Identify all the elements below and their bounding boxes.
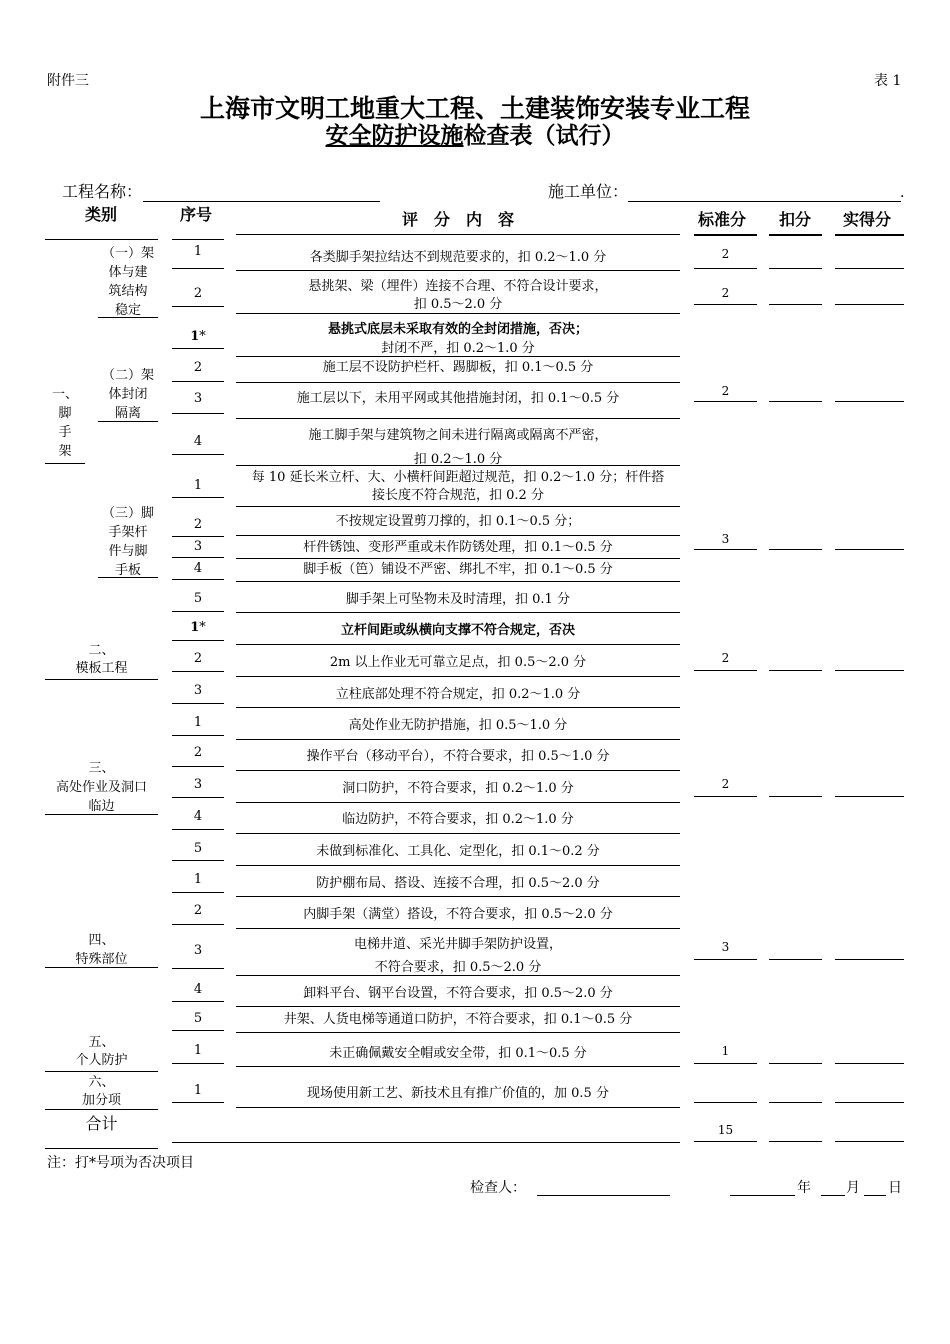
rule xyxy=(172,671,224,672)
rule xyxy=(236,928,680,929)
rule xyxy=(694,796,757,797)
rule xyxy=(694,234,757,236)
rule xyxy=(172,413,224,414)
rule xyxy=(172,1030,224,1031)
standard-score: 2 xyxy=(721,286,730,300)
item-content: 不按规定设置剪刀撑的，扣 0.1～0.5 分； xyxy=(335,514,581,529)
rule xyxy=(694,401,757,402)
actual-field[interactable] xyxy=(835,796,904,797)
contractor-field[interactable] xyxy=(628,201,901,202)
col-content: 评 分 内 容 xyxy=(401,210,514,229)
rule xyxy=(172,306,224,307)
actual-field[interactable] xyxy=(835,268,904,269)
table-number: 表 1 xyxy=(874,73,902,89)
actual-field[interactable] xyxy=(835,1063,904,1064)
rule xyxy=(236,535,680,536)
total-deduct-field[interactable] xyxy=(769,1141,822,1142)
inspector-field[interactable] xyxy=(537,1195,670,1196)
rule xyxy=(236,612,680,613)
rule xyxy=(98,421,158,422)
deduct-field[interactable] xyxy=(769,670,822,671)
page-title-line2 xyxy=(0,124,950,147)
category-personal: 五、 个人防护 xyxy=(75,1035,128,1068)
item-content: 卸料平台、钢平台设置，不符合要求，扣 0.5～2.0 分 xyxy=(303,986,613,1001)
item-content: 未正确佩戴安全帽或安全带，扣 0.1～0.5 分 xyxy=(329,1046,587,1061)
footer-note: 注：打*号项为否决项目 xyxy=(47,1155,194,1171)
rule xyxy=(172,454,224,455)
rule xyxy=(236,506,680,507)
seq-number: 3 xyxy=(193,777,203,792)
seq-number-veto: 1* xyxy=(190,620,206,635)
rule xyxy=(694,959,757,960)
project-name-field[interactable] xyxy=(143,201,380,202)
rule xyxy=(236,382,680,383)
col-seq: 序号 xyxy=(180,205,213,224)
item-content: 未做到标准化、工具化、定型化，扣 0.1～0.2 分 xyxy=(316,844,600,859)
rule xyxy=(45,967,158,968)
rule xyxy=(172,497,224,498)
rule xyxy=(236,465,680,466)
rule xyxy=(172,892,224,893)
standard-score: 2 xyxy=(721,777,730,791)
seq-number: 2 xyxy=(193,286,203,301)
seq-number: 4 xyxy=(193,434,203,449)
title-underlined-part: 安全防护设施 xyxy=(325,122,464,149)
month-field[interactable] xyxy=(821,1195,845,1196)
seq-number: 2 xyxy=(193,651,203,666)
rule xyxy=(236,1006,680,1007)
rule xyxy=(172,797,224,798)
standard-score: 3 xyxy=(721,532,730,546)
rule xyxy=(172,640,224,641)
actual-field[interactable] xyxy=(835,549,904,550)
rule xyxy=(45,1109,158,1110)
rule xyxy=(45,679,158,680)
item-content: 电梯井道、采光井脚手架防护设置， 不符合要求，扣 0.5～2.0 分 xyxy=(353,937,562,975)
seq-number: 1 xyxy=(193,1043,203,1058)
rule xyxy=(172,381,224,382)
year-label: 年 xyxy=(797,1180,811,1196)
rule xyxy=(694,1141,757,1142)
rule xyxy=(236,581,680,582)
item-content: 内脚手架（满堂）搭设，不符合要求，扣 0.5～2.0 分 xyxy=(303,907,613,922)
item-content: 临边防护，不符合要求，扣 0.2～1.0 分 xyxy=(342,812,574,827)
item-content: 现场使用新工艺、新技术且有推广价值的，加 0.5 分 xyxy=(307,1086,609,1101)
total-actual-field[interactable] xyxy=(835,1141,904,1142)
rule xyxy=(236,1066,680,1067)
item-content: 2m 以上作业无可靠立足点，扣 0.5～2.0 分 xyxy=(329,655,587,670)
item-content: 各类脚手架拉结达不到规范要求的，扣 0.2～1.0 分 xyxy=(309,250,607,265)
total-standard-score: 15 xyxy=(717,1123,734,1137)
seq-number: 2 xyxy=(193,903,203,918)
page-title-line1: 上海市文明工地重大工程、土建装饰安装专业工程 xyxy=(199,94,750,123)
standard-score: 1 xyxy=(721,1044,730,1058)
standard-field[interactable] xyxy=(694,1102,757,1103)
subcategory-members: （三）脚 手架杆 件与脚 手板 xyxy=(101,506,154,578)
actual-field[interactable] xyxy=(835,401,904,402)
rule xyxy=(694,670,757,671)
rule xyxy=(172,1001,224,1002)
rule xyxy=(45,463,85,464)
col-actual: 实得分 xyxy=(843,210,892,229)
seq-number: 4 xyxy=(193,982,203,997)
total-label: 合计 xyxy=(85,1114,118,1133)
seq-number: 1 xyxy=(193,244,203,259)
deduct-field[interactable] xyxy=(769,304,822,305)
category-scaffold: 一、 脚 手 架 xyxy=(51,387,78,459)
rule xyxy=(694,1063,757,1064)
deduct-field[interactable] xyxy=(769,1102,822,1103)
attachment-label: 附件三 xyxy=(47,73,89,89)
rule xyxy=(172,557,224,558)
end-dot: . xyxy=(900,185,905,201)
rule xyxy=(172,924,224,925)
rule xyxy=(172,611,224,612)
rule xyxy=(236,558,680,559)
standard-score: 2 xyxy=(721,651,730,665)
rule xyxy=(236,234,680,235)
seq-number: 3 xyxy=(193,683,203,698)
seq-number: 4 xyxy=(193,561,203,576)
rule xyxy=(236,418,680,419)
actual-field[interactable] xyxy=(835,959,904,960)
rule xyxy=(236,833,680,834)
rule xyxy=(236,313,680,314)
deduct-field[interactable] xyxy=(769,401,822,402)
rule xyxy=(236,770,680,771)
subcategory-structure: （一）架 体与建 筑结构 稳定 xyxy=(101,246,154,318)
rule xyxy=(236,802,680,803)
category-bonus: 六、 加分项 xyxy=(81,1075,121,1108)
category-height-work: 三、 高处作业及洞口 临边 xyxy=(55,761,147,814)
deduct-field[interactable] xyxy=(769,796,822,797)
rule xyxy=(835,234,904,236)
actual-field[interactable] xyxy=(835,1102,904,1103)
rule xyxy=(45,1071,158,1072)
item-content-veto: 立杆间距或纵横向支撑不符合规定，否决 xyxy=(340,623,575,638)
item-content-veto: 悬挑式底层未采取有效的全封闭措施，否决； 封闭不严，扣 0.2～1.0 分 xyxy=(327,322,588,356)
col-deduct: 扣分 xyxy=(779,210,812,229)
rule xyxy=(236,975,680,976)
item-content: 每 10 延长米立杆、大、小横杆间距超过规范，扣 0.2～1.0 分；杆件搭 接长度不符合规范，扣 0.2 分 xyxy=(251,470,665,503)
rule xyxy=(236,865,680,866)
seq-number: 5 xyxy=(193,1011,203,1026)
seq-number: 1 xyxy=(193,715,203,730)
project-name-label: 工程名称： xyxy=(62,182,143,201)
seq-number: 3 xyxy=(193,391,203,406)
seq-number: 5 xyxy=(193,841,203,856)
item-content: 立柱底部处理不符合规定，扣 0.2～1.0 分 xyxy=(335,687,581,702)
seq-number: 2 xyxy=(193,745,203,760)
rule xyxy=(98,317,158,318)
seq-number-veto: 1* xyxy=(190,329,206,344)
deduct-field[interactable] xyxy=(769,268,822,269)
rule xyxy=(45,239,158,240)
seq-number: 2 xyxy=(193,517,203,532)
rule xyxy=(172,1102,224,1103)
deduct-field[interactable] xyxy=(769,549,822,550)
rule xyxy=(172,348,224,349)
day-label: 日 xyxy=(888,1180,902,1196)
rule xyxy=(236,739,680,740)
rule xyxy=(694,304,757,305)
actual-field[interactable] xyxy=(835,670,904,671)
rule xyxy=(98,577,158,578)
seq-number: 1 xyxy=(193,872,203,887)
rule xyxy=(769,234,822,236)
item-content: 高处作业无防护措施，扣 0.5～1.0 分 xyxy=(348,718,568,733)
year-field[interactable] xyxy=(730,1195,795,1196)
day-field[interactable] xyxy=(864,1195,886,1196)
rule xyxy=(45,814,158,815)
rule xyxy=(172,1142,680,1143)
rule xyxy=(694,549,757,550)
rule xyxy=(236,1032,680,1033)
rule xyxy=(45,1148,158,1149)
rule xyxy=(172,1063,224,1064)
rule xyxy=(236,896,680,897)
item-content: 施工脚手架与建筑物之间未进行隔离或隔离不严密， 扣 0.2～1.0 分 xyxy=(308,428,608,467)
seq-number: 3 xyxy=(193,539,203,554)
seq-number: 3 xyxy=(193,943,203,958)
subcategory-enclosure: （二）架 体封闭 隔离 xyxy=(101,368,154,421)
standard-score: 3 xyxy=(721,940,730,954)
rule xyxy=(172,536,224,537)
item-content: 洞口防护，不符合要求，扣 0.2～1.0 分 xyxy=(342,781,574,796)
rule xyxy=(694,268,757,269)
col-standard: 标准分 xyxy=(698,210,747,229)
rule xyxy=(172,829,224,830)
rule xyxy=(172,703,224,704)
rule xyxy=(172,860,224,861)
item-content: 脚手板（笆）铺设不严密、绑扎不牢，扣 0.1～0.5 分 xyxy=(303,562,613,577)
item-content: 脚手架上可坠物未及时清理，扣 0.1 分 xyxy=(346,592,570,607)
item-content: 悬挑架、梁（埋件）连接不合理、不符合设计要求， 扣 0.5～2.0 分 xyxy=(308,279,608,312)
seq-number: 1 xyxy=(193,478,203,493)
category-formwork: 二、 模板工程 xyxy=(75,643,128,676)
rule xyxy=(172,766,224,767)
rule xyxy=(236,356,680,357)
contractor-label: 施工单位： xyxy=(548,182,629,201)
deduct-field[interactable] xyxy=(769,959,822,960)
rule xyxy=(236,676,680,677)
title-rest-part: 检查表（试行） xyxy=(463,122,625,149)
standard-score: 2 xyxy=(721,384,730,398)
item-content: 施工层以下，未用平网或其他措施封闭，扣 0.1～0.5 分 xyxy=(296,391,620,406)
rule xyxy=(172,268,224,269)
item-content: 井架、人货电梯等通道口防护，不符合要求，扣 0.1～0.5 分 xyxy=(283,1012,633,1027)
seq-number: 2 xyxy=(193,360,203,375)
month-label: 月 xyxy=(846,1180,860,1196)
seq-number: 4 xyxy=(193,809,203,824)
item-content: 操作平台（移动平台），不符合要求，扣 0.5～1.0 分 xyxy=(306,749,610,764)
col-category: 类别 xyxy=(85,205,118,224)
actual-field[interactable] xyxy=(835,304,904,305)
item-content: 施工层不设防护栏杆、踢脚板，扣 0.1～0.5 分 xyxy=(322,360,594,375)
item-content: 防护棚布局、搭设、连接不合理，扣 0.5～2.0 分 xyxy=(316,876,600,891)
rule xyxy=(172,579,224,580)
seq-number: 5 xyxy=(193,591,203,606)
rule xyxy=(236,644,680,645)
seq-number: 1 xyxy=(193,1083,203,1098)
inspector-label: 检查人： xyxy=(470,1180,526,1196)
rule xyxy=(172,968,224,969)
rule xyxy=(236,270,680,271)
rule xyxy=(172,239,224,240)
category-special: 四、 特殊部位 xyxy=(75,933,128,967)
standard-score: 2 xyxy=(721,247,730,261)
item-content: 杆件锈蚀、变形严重或未作防锈处理，扣 0.1～0.5 分 xyxy=(303,540,613,555)
rule xyxy=(236,707,680,708)
rule xyxy=(236,1107,680,1108)
deduct-field[interactable] xyxy=(769,1063,822,1064)
rule xyxy=(172,735,224,736)
